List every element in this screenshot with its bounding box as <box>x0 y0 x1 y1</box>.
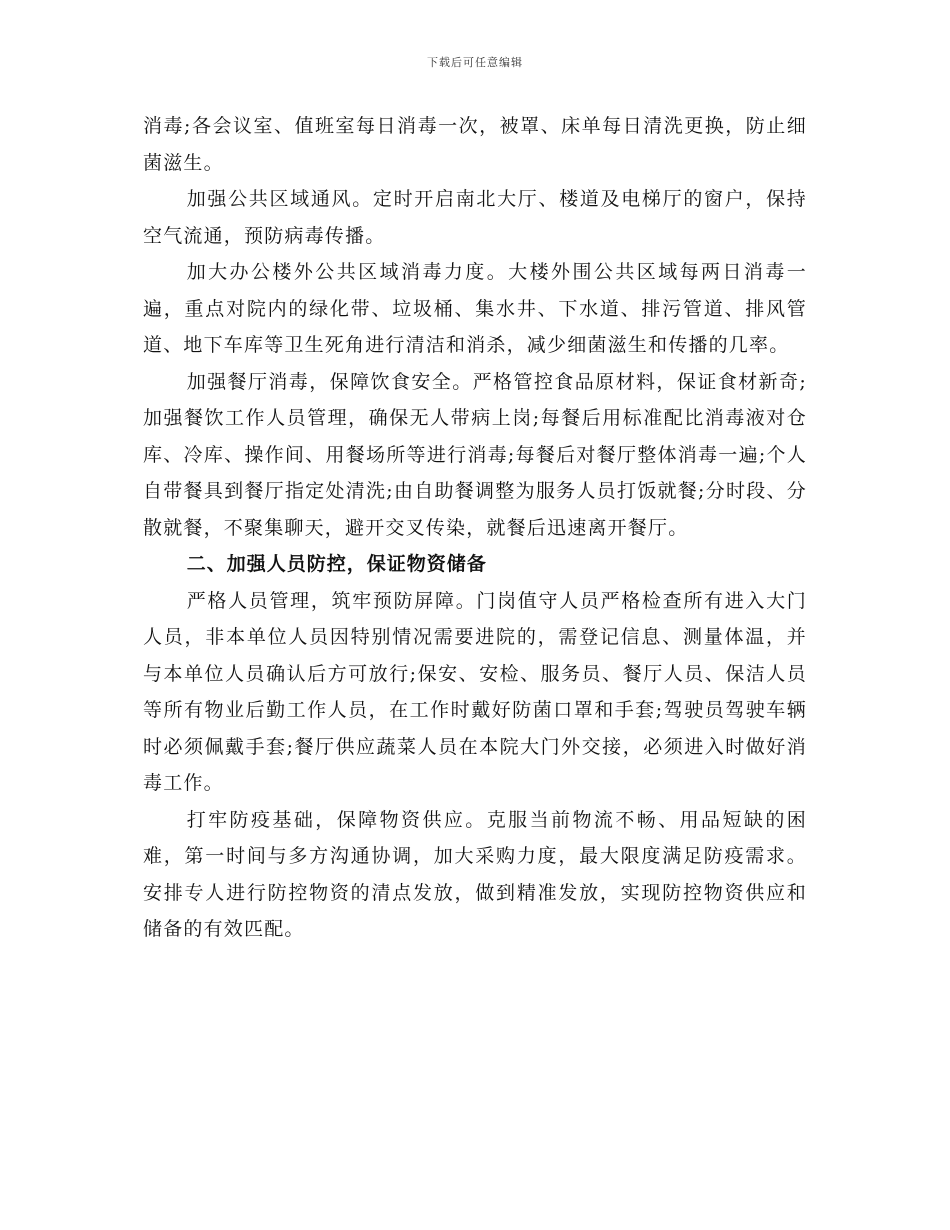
section-heading: 二、加强人员防控，保证物资储备 <box>186 553 487 575</box>
paragraph-continuation: 消毒;各会议室、值班室每日消毒一次，被罩、床单每日清洗更换，防止细菌滋生。 <box>143 115 807 174</box>
document-body <box>143 108 807 948</box>
paragraph-canteen-safety: 加强餐厅消毒，保障饮食安全。严格管控食品原材料，保证食材新奇;加强餐饮工作人员管理，确保无人带病上岗;每餐后用标准配比消毒液对仓库、冷库、操作间、用餐场所等进行消毒;每餐后对餐厅整体消毒一遍;个人自带餐具到餐厅指定处清洗;由自助餐调整为服务人员打饭就餐;分时段、分散就餐，不聚集聊天，避开交叉传染，就餐后迅速离开餐厅。 <box>143 370 807 539</box>
paragraph-ventilation: 加强公共区域通风。定时开启南北大厅、楼道及电梯厅的窗户，保持空气流通，预防病毒传播。 <box>143 188 807 247</box>
paragraph-outdoor-disinfection: 加大办公楼外公共区域消毒力度。大楼外围公共区域每两日消毒一遍，重点对院内的绿化带、垃圾桶、集水井、下水道、排污管道、排风管道、地下车库等卫生死角进行清洁和消杀，减少细菌滋生和传播的几率。 <box>143 261 807 356</box>
header-note: 下载后可任意编辑 <box>427 56 523 69</box>
paragraph-supplies: 打牢防疫基础，保障物资供应。克服当前物流不畅、用品短缺的困难，第一时间与多方沟通协调，加大采购力度，最大限度满足防疫需求。安排专人进行防控物资的清点发放，做到精准发放，实现防控物资供应和储备的有效匹配。 <box>143 808 807 940</box>
paragraph-personnel-management: 严格人员管理，筑牢预防屏障。门岗值守人员严格检查所有进入大门人员，非本单位人员因特别情况需要进院的，需登记信息、测量体温，并与本单位人员确认后方可放行;保安、安检、服务员、餐厅人员、保洁人员等所有物业后勤工作人员，在工作时戴好防菌口罩和手套;驾驶员驾驶车辆时必须佩戴手套;餐厅供应蔬菜人员在本院大门外交接，必须进入时做好消毒工作。 <box>143 589 807 794</box>
